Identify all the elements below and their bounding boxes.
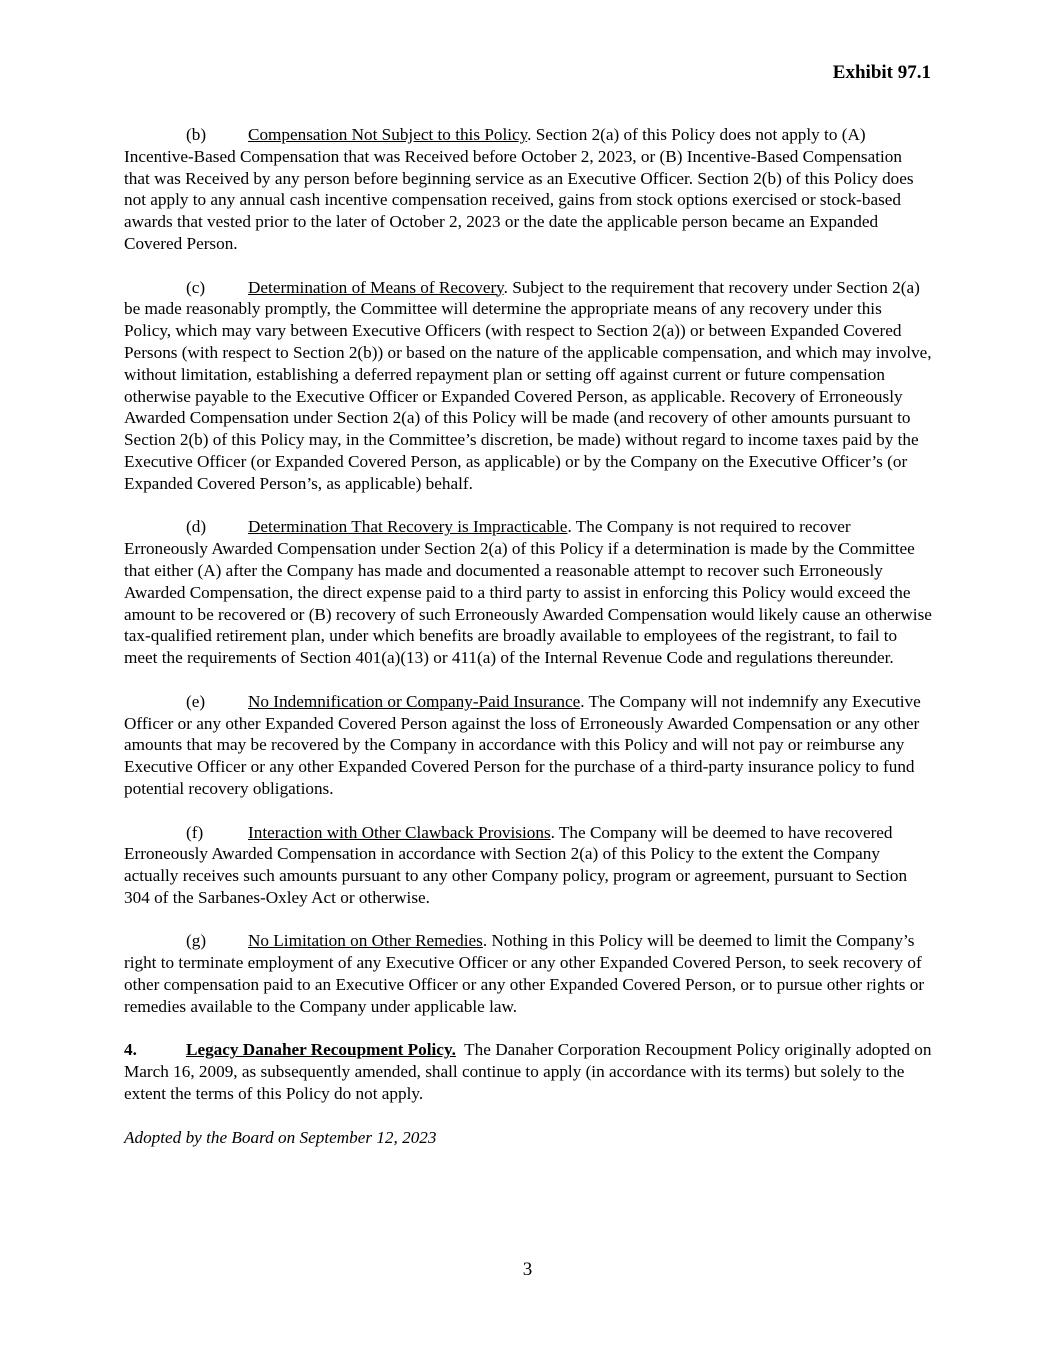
paragraph-g [124,930,932,1017]
paragraph-marker: (f) [186,822,204,842]
paragraph-heading: No Indemnification or Company-Paid Insurance [248,691,581,711]
paragraph-text: . Subject to the requirement that recovery under Section 2(a) be made reasonably promptly, the Committee will determine the appropriate means of any recovery under this Policy, which may vary between Executive Officers (with respect to Section 2(a)) or between Expanded Covered Persons (with respect to Section 2(b)) or based on the nature of the applicable compensation, and which may involve, without limitation, establishing a deferred repayment plan or setting off against current or future compensation otherwise payable to the Executive Officer or Expanded Covered Person, as applicable. Recovery of Erroneously Awarded Compensation under Section 2(a) of this Policy will be made (and recovery of other amounts pursuant to Section 2(b) of this Policy may, in the Committee’s discretion, be made) without regard to income taxes paid by the Executive Officer (or Expanded Covered Person, as applicable) or by the Company on the Executive Officer’s (or Expanded Covered Person’s, as applicable) behalf. [124,277,932,493]
paragraph-d [124,516,932,669]
section-4 [124,1039,936,1104]
section-text: The Danaher Corporation Recoupment Policy originally adopted on March 16, 2009, as subsequently amended, shall continue to apply (in accordance with its terms) but solely to the extent the terms of this Policy do not apply. [124,1040,936,1104]
page-number: 3 [522,1259,533,1280]
section-heading: Legacy Danaher Recoupment Policy. [186,1040,456,1060]
paragraph-text: . Section 2(a) of this Policy does not apply to (A) Incentive-Based Compensation that was Received before October 2, 2023, or (B) Incentive-Based Compensation that was Received by any person before beginning service as an Executive Officer. Section 2(b) of this Policy does not apply to any annual cash incentive compensation received, gains from stock options exercised or stock-based awards that vested prior to the later of October 2, 2023 or the date the applicable person became an Expanded Covered Person. [124,125,914,253]
paragraph-marker: (c) [186,277,206,297]
paragraph-f [124,822,932,909]
paragraph-heading: No Limitation on Other Remedies [248,931,483,951]
paragraph-heading: Determination That Recovery is Impracticable [248,517,568,537]
paragraph-heading: Interaction with Other Clawback Provisions [248,822,551,842]
adoption-note: Adopted by the Board on September 12, 2023 [124,1127,437,1147]
paragraph-marker: (e) [186,691,206,711]
paragraph-b [124,124,932,255]
section-number: 4. [124,1040,137,1060]
paragraph-text: . The Company will not indemnify any Executive Officer or any other Expanded Covered Person against the loss of Erroneously Awarded Compensation or any other amounts that may be recovered by the Company in accordance with this Policy and will not pay or reimburse any Executive Officer or any other Expanded Covered Person for the purchase of a third-party insurance policy to fund potential recovery obligations. [124,691,921,798]
paragraph-marker: (g) [186,931,207,951]
paragraph-marker: (b) [186,125,207,144]
paragraph-e [124,691,932,800]
exhibit-label: Exhibit 97.1 [832,62,931,83]
paragraph-text: . The Company will be deemed to have recovered Erroneously Awarded Compensation in accordance with Section 2(a) of this Policy to the extent the Company actually receives such amounts pursuant to any other Company policy, program or agreement, pursuant to Section 304 of the Sarbanes-Oxley Act or otherwise. [124,822,908,907]
paragraph-heading: Determination of Means of Recovery [248,277,504,297]
document-body [124,124,936,1148]
paragraph-text: . The Company is not required to recover Erroneously Awarded Compensation under Section 2(a) of this Policy if a determination is made by the Committee that either (A) after the Company has made and documented a reasonable attempt to recover such Erroneously Awarded Compensation, the direct expense paid to a third party to assist in enforcing this Policy would exceed the amount to be recovered or (B) recovery of such Erroneously Awarded Compensation would likely cause an otherwise tax-qualified retirement plan, under which benefits are broadly available to employees of the registrant, to fail to meet the requirements of Section 401(a)(13) or 411(a) of the Internal Revenue Code and regulations thereunder. [124,517,932,668]
paragraph-text: . Nothing in this Policy will be deemed to limit the Company’s right to terminate employment of any Executive Officer or any other Expanded Covered Person, to seek recovery of other compensation paid to an Executive Officer or any other Expanded Covered Person, or to pursue other rights or remedies available to the Company under applicable law. [124,931,925,1016]
paragraph-heading: Compensation Not Subject to this Policy [248,125,528,144]
paragraph-c [124,277,932,495]
paragraph-marker: (d) [186,517,207,537]
